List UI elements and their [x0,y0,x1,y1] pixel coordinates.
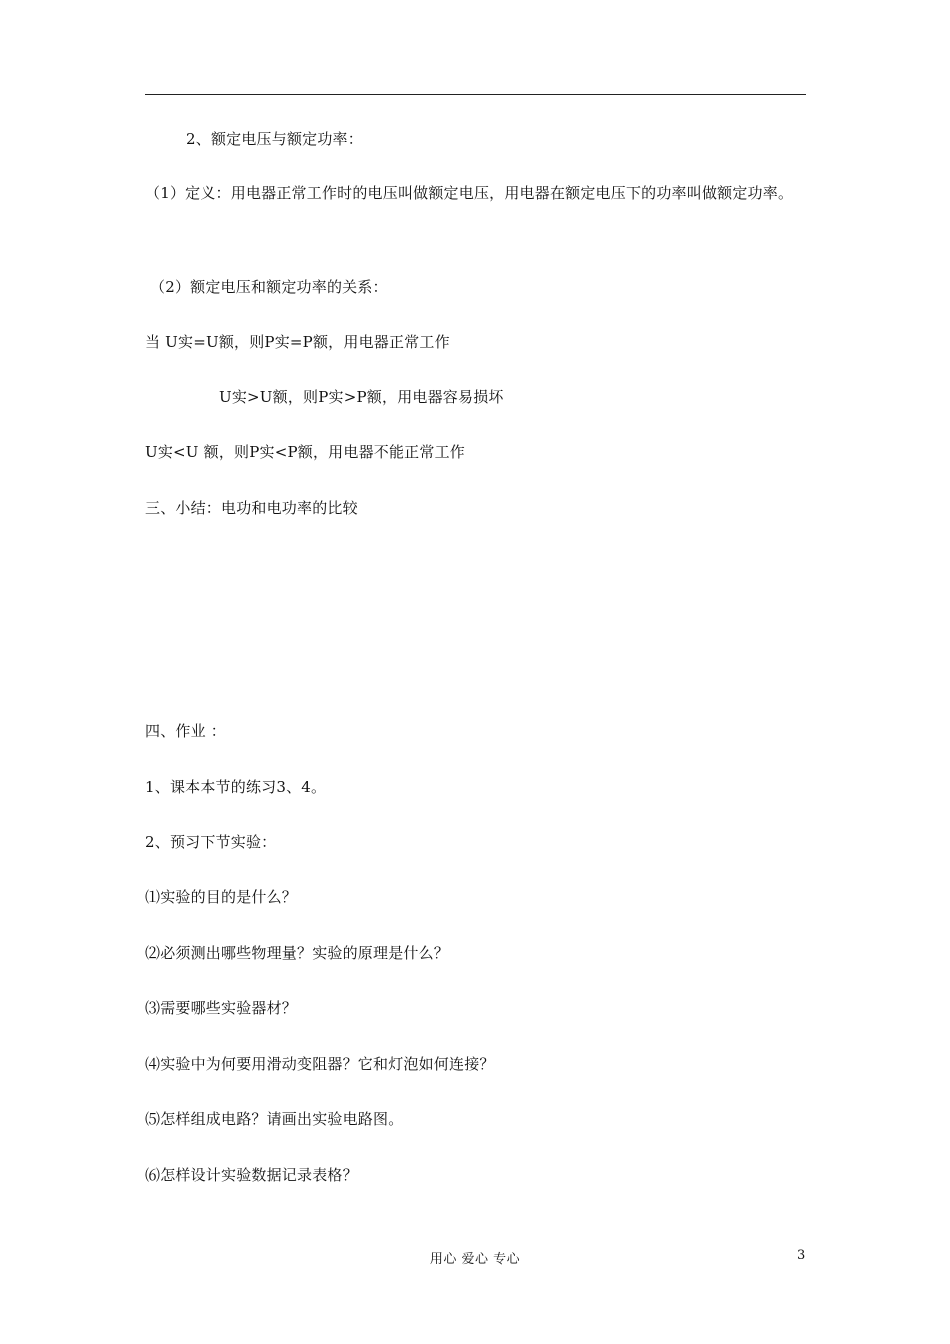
question-1: ⑴实验的目的是什么？ [145,888,298,906]
homework-item-1: 1、课本本节的练习3、4。 [145,778,327,796]
homework-item-2: 2、预习下节实验： [145,833,277,851]
question-4: ⑷实验中为何要用滑动变阻器？它和灯泡如何连接？ [145,1055,495,1073]
question-2: ⑵必须测出哪些物理量？实验的原理是什么？ [145,944,450,962]
page-number: 3 [797,1248,806,1263]
relation-title: （2）额定电压和额定功率的关系： [150,278,388,296]
relation-less: U实<U 额，则P实<P额，用电器不能正常工作 [145,443,465,461]
header-rule [145,94,806,95]
footer-motto: 用心 爱心 专心 [429,1252,521,1267]
relation-greater: U实>U额，则P实>P额，用电器容易损坏 [219,388,504,406]
heading-rated: 2、额定电压与额定功率： [186,130,363,148]
question-3: ⑶需要哪些实验器材？ [145,999,298,1017]
relation-equal: 当 U实=U额，则P实=P额，用电器正常工作 [145,333,450,351]
question-6: ⑹怎样设计实验数据记录表格？ [145,1166,358,1184]
definition-paragraph: （1）定义：用电器正常工作时的电压叫做额定电压，用电器在额定电压下的功率叫做额定功率。 [145,184,794,202]
question-5: ⑸怎样组成电路？请画出实验电路图。 [145,1110,404,1128]
homework-heading: 四、作业 ： [145,722,226,740]
summary-heading: 三、小结：电功和电功率的比较 [145,499,358,517]
